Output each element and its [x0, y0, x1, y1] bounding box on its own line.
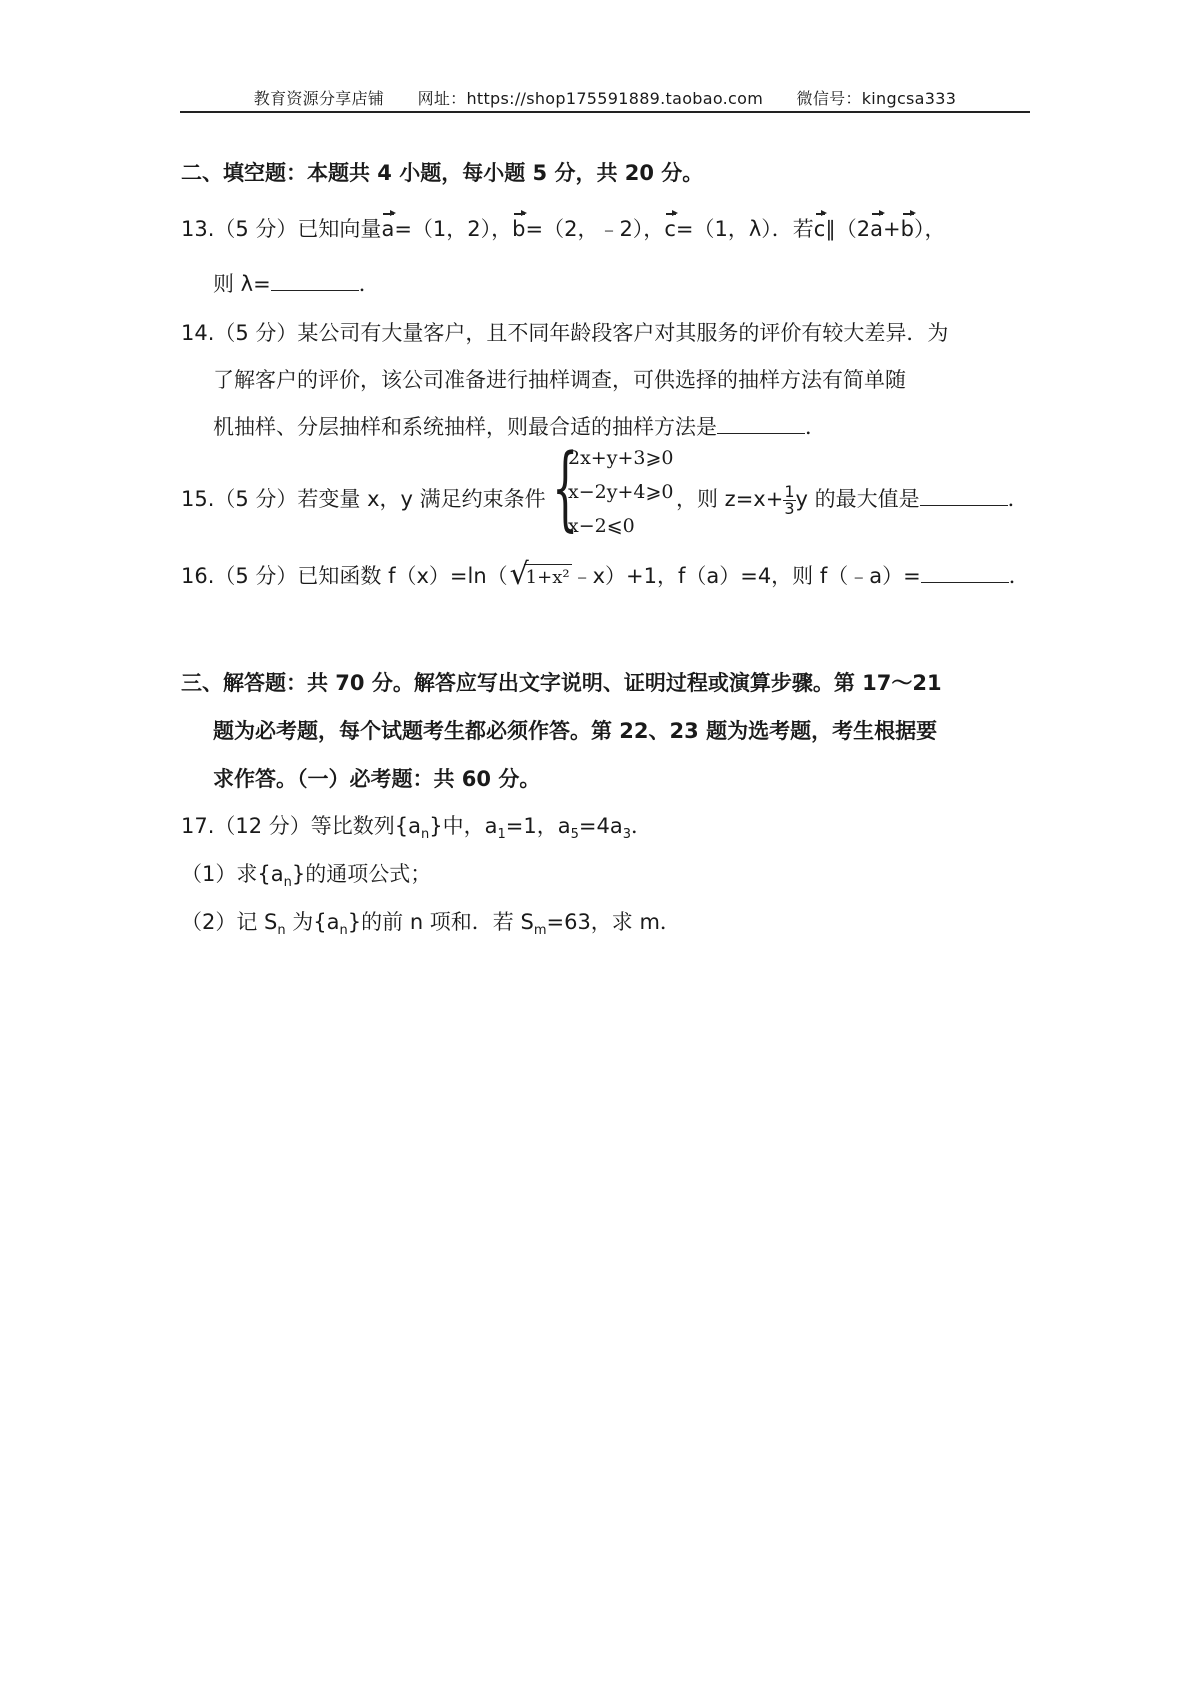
question-14-line1: 14.（5 分）某公司有大量客户，且不同年龄段客户对其服务的评价有较大差异．为	[181, 321, 949, 345]
constraint-2: x−2y+4⩾0	[568, 481, 674, 503]
subscript: m	[533, 923, 547, 939]
subscript: n	[421, 827, 430, 843]
q16-prefix: 16.（5 分）已知函数 f（x）=ln（	[181, 564, 508, 588]
question-14-line3	[213, 411, 826, 441]
subscript: 5	[570, 827, 579, 843]
q17-text: =1，a	[505, 814, 571, 838]
subscript: n	[339, 923, 348, 939]
q15-suffix: y 的最大值是	[795, 487, 920, 511]
q13-b-value: =（2，﹣2），	[525, 217, 665, 241]
constraint-3: x−2⩽0	[568, 515, 635, 537]
question-16	[181, 557, 1030, 592]
constraint-1: 2x+y+3⩾0	[568, 447, 674, 469]
q13-parallel: ∥（2	[825, 217, 871, 241]
system-brace: {	[552, 434, 579, 541]
q13-plus: +	[883, 217, 901, 241]
question-15-suffix	[676, 483, 1029, 517]
q17-part2-text: （2）记 S	[181, 910, 278, 934]
q14-end: ．	[805, 415, 826, 439]
vector-c-2: c	[813, 217, 826, 241]
subscript: 1	[497, 827, 506, 843]
vector-c: c	[664, 217, 676, 241]
answer-blank[interactable]	[717, 415, 805, 434]
header-shop: 教育资源分享店铺	[253, 89, 385, 108]
radical-icon: √	[509, 557, 529, 592]
q13-a-value: =（1，2），	[394, 217, 513, 241]
radicand: 1+x²	[524, 564, 572, 588]
vector-a-2: a	[870, 217, 884, 241]
q17-text: ．	[631, 814, 653, 838]
answer-blank[interactable]	[271, 272, 359, 291]
subscript: n	[277, 923, 286, 939]
q17-part1-text: （1）求{a	[181, 862, 284, 886]
q17-part2-text: }的前 n 项和．若 S	[347, 910, 534, 934]
vector-a: a	[381, 217, 395, 241]
q13-c-value: =（1，λ）．若	[675, 217, 814, 241]
fraction-one-third	[783, 481, 795, 518]
fraction-numerator: 1	[784, 481, 795, 501]
q13-prefix: 13.（5 分）已知向量	[181, 217, 382, 241]
section3-line2: 题为必考题，每个试题考生都必须作答。第 22、23 题为选考题，考生根据要	[213, 719, 938, 743]
header-url: 网址：https://shop175591889.taobao.com	[417, 89, 764, 108]
header-rule	[180, 111, 1030, 113]
q13-end: ．	[358, 272, 380, 296]
vector-b: b	[512, 217, 526, 241]
q14-text: 机抽样、分层抽样和系统抽样，则最合适的抽样方法是	[213, 415, 717, 439]
square-root	[509, 557, 572, 592]
q17-text: }中，a	[429, 814, 498, 838]
subscript: 3	[622, 827, 632, 843]
q16-suffix: ﹣x）+1，f（a）=4，则 f（﹣a）=	[571, 564, 921, 588]
q17-part1-text: }的通项公式；	[291, 862, 432, 886]
q13-close: ），	[914, 217, 946, 241]
vector-b-2: b	[900, 217, 914, 241]
q16-end: ．	[1008, 564, 1030, 588]
q13-lambda: 则 λ=	[213, 272, 271, 296]
section3-line1: 三、解答题：共 70 分。解答应写出文字说明、证明过程或演算步骤。第 17～21	[181, 671, 942, 695]
question-14-line2: 了解客户的评价，该公司准备进行抽样调查，可供选择的抽样方法有简单随	[213, 368, 906, 392]
q17-text: =4a	[578, 814, 623, 838]
q17-text: 17.（12 分）等比数列{a	[181, 814, 422, 838]
q15-end: ．	[1007, 487, 1029, 511]
question-17-stem	[181, 810, 652, 842]
question-17-part2	[181, 906, 681, 938]
answer-blank[interactable]	[920, 487, 1008, 506]
fraction-denominator: 3	[784, 498, 795, 518]
page-header	[180, 86, 1030, 109]
question-15-prefix: 15.（5 分）若变量 x，y 满足约束条件	[181, 487, 546, 511]
q17-part2-text: =63，求 m．	[546, 910, 681, 934]
section2-title: 二、填空题：本题共 4 小题，每小题 5 分，共 20 分。	[181, 161, 704, 185]
header-wechat: 微信号：kingcsa333	[796, 89, 957, 108]
q15-z: ，则 z=x+	[676, 487, 784, 511]
question-17-part1	[181, 858, 431, 890]
answer-blank[interactable]	[921, 564, 1009, 583]
subscript: n	[283, 875, 292, 891]
question-13-line1	[181, 213, 946, 243]
question-13-line2	[213, 268, 380, 298]
q17-part2-text: 为{a	[285, 910, 340, 934]
section3-line3: 求作答。（一）必考题：共 60 分。	[213, 767, 541, 791]
